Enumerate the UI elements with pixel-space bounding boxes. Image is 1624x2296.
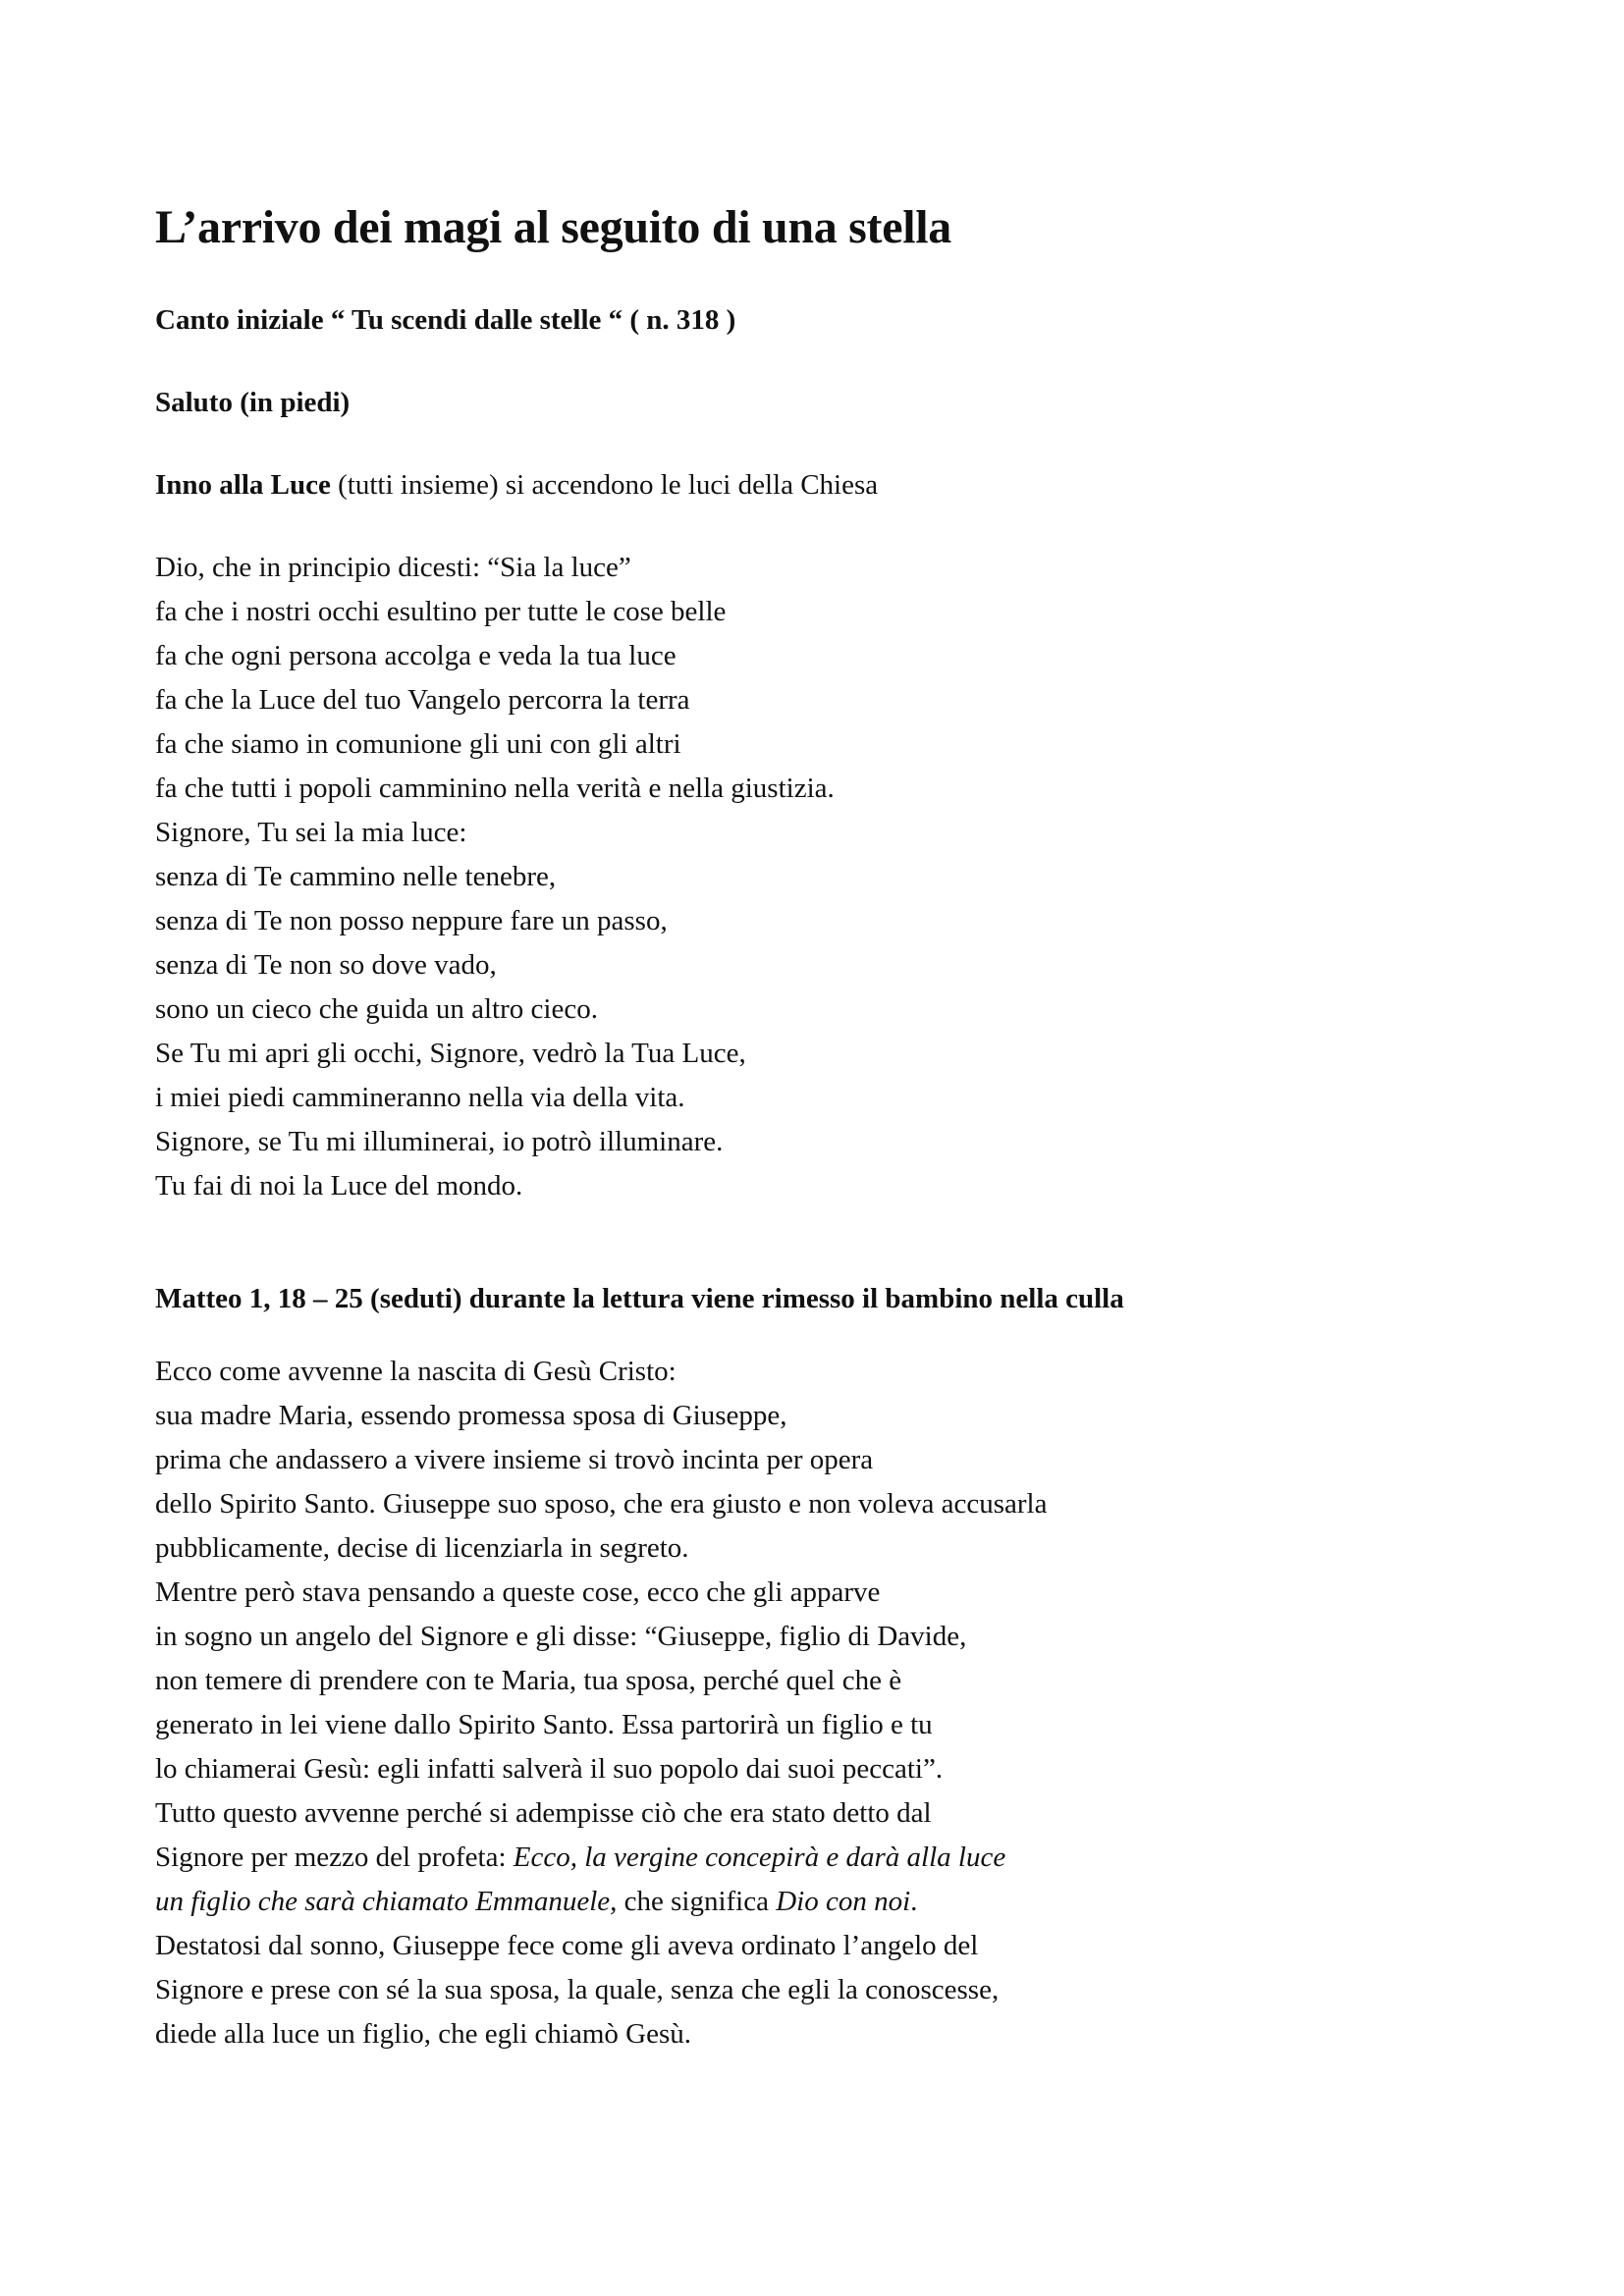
gospel-line: non temere di prendere con te Maria, tua sposa, perché quel che è	[155, 1665, 902, 1696]
inno-line: Tu fai di noi la Luce del mondo.	[155, 1170, 523, 1201]
inno-line: Se Tu mi apri gli occhi, Signore, vedrò la Tua Luce,	[155, 1038, 746, 1069]
inno-instruction: (tutti insieme) si accendono le luci della Chiesa	[330, 469, 879, 501]
inno-line: Signore, se Tu mi illuminerai, io potrò illuminare.	[155, 1126, 724, 1157]
inno-label: Inno alla Luce	[155, 469, 331, 501]
inno-text	[155, 546, 1471, 1208]
gospel-line: sua madre Maria, essendo promessa sposa di Giuseppe,	[155, 1400, 787, 1431]
gospel-quote-italic: un figlio che sarà chiamato Emmanuele,	[155, 1886, 618, 1917]
gospel-line: dello Spirito Santo. Giuseppe suo sposo, che era giusto e non voleva accusarla	[155, 1488, 1048, 1520]
gospel-line: Ecco come avvenne la nascita di Gesù Cristo:	[155, 1356, 677, 1387]
gospel-line: Signore e prese con sé la sua sposa, la quale, senza che egli la conoscesse,	[155, 1974, 1000, 2005]
page-title: L’arrivo dei magi al seguito di una stella	[155, 201, 951, 253]
inno-line: Signore, Tu sei la mia luce:	[155, 817, 467, 848]
gospel-text	[155, 1350, 1471, 2056]
gospel-quote-italic: Ecco, la vergine concepirà e darà alla luce	[513, 1842, 1006, 1873]
inno-line: fa che tutti i popoli camminino nella verità e nella giustizia.	[155, 773, 835, 804]
inno-line: fa che la Luce del tuo Vangelo percorra la terra	[155, 684, 690, 716]
inno-line: fa che i nostri occhi esultino per tutte le cose belle	[155, 596, 727, 627]
inno-line: senza di Te non so dove vado,	[155, 949, 497, 981]
gospel-line: lo chiamerai Gesù: egli infatti salverà il suo popolo dai suoi peccati”.	[155, 1753, 944, 1785]
gospel-line: generato in lei viene dallo Spirito Santo. Essa partorirà un figlio e tu	[155, 1709, 933, 1740]
gospel-line-mixed	[155, 1836, 1471, 1880]
canto-heading: Canto iniziale “ Tu scendi dalle stelle “ ( n. 318 )	[155, 304, 736, 336]
saluto-heading: Saluto (in piedi)	[155, 387, 351, 418]
gospel-text-plain: Signore per mezzo del profeta:	[155, 1842, 514, 1873]
gospel-line: in sogno un angelo del Signore e gli disse: “Giuseppe, figlio di Davide,	[155, 1621, 967, 1652]
inno-line: senza di Te non posso neppure fare un passo,	[155, 905, 668, 936]
gospel-line-mixed	[155, 1880, 1471, 1924]
inno-line: sono un cieco che guida un altro cieco.	[155, 993, 598, 1025]
gospel-line: prima che andassero a vivere insieme si trovò incinta per opera	[155, 1444, 874, 1475]
gospel-line: diede alla luce un figlio, che egli chiamò Gesù.	[155, 2018, 691, 2050]
inno-line: i miei piedi cammineranno nella via della vita.	[155, 1082, 685, 1113]
gospel-line: Tutto questo avvenne perché si adempisse ciò che era stato detto dal	[155, 1797, 932, 1829]
matteo-heading: Matteo 1, 18 – 25 (seduti) durante la lettura viene rimesso il bambino nella culla	[155, 1283, 1124, 1314]
gospel-line: Mentre però stava pensando a queste cose, ecco che gli apparve	[155, 1576, 881, 1608]
inno-line: senza di Te cammino nelle tenebre,	[155, 861, 557, 892]
gospel-quote-italic: Dio con noi	[776, 1886, 911, 1917]
gospel-text-plain: .	[910, 1886, 918, 1917]
document-content	[155, 196, 1471, 2056]
inno-line: Dio, che in principio dicesti: “Sia la luce”	[155, 552, 631, 583]
inno-line: fa che ogni persona accolga e veda la tua luce	[155, 640, 677, 671]
gospel-line: pubblicamente, decise di licenziarla in segreto.	[155, 1532, 689, 1564]
inno-line: fa che siamo in comunione gli uni con gli altri	[155, 728, 681, 760]
inno-heading	[155, 463, 1471, 507]
gospel-text-plain: che significa	[617, 1886, 777, 1917]
gospel-line: Destatosi dal sonno, Giuseppe fece come gli aveva ordinato l’angelo del	[155, 1930, 979, 1961]
